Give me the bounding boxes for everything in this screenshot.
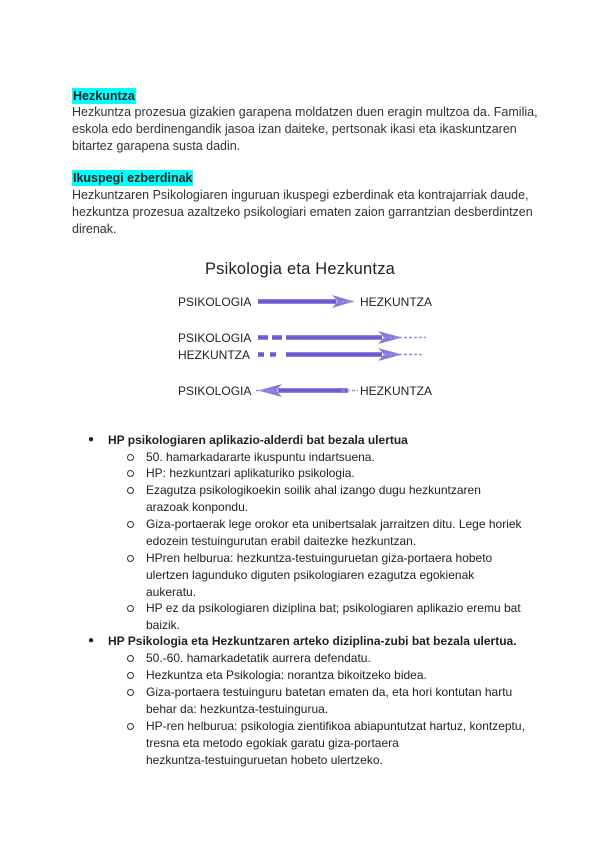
list-item: [146, 684, 546, 718]
list-item-line: ulertzen lagunduko diguten psikologiaren ezagutza egokienak: [146, 567, 475, 582]
list-item: [146, 449, 546, 466]
paragraph-line: Hezkuntzaren Psikologiaren inguruan ikuspegi ezberdinak eta kontrajarriak daude,: [72, 188, 529, 202]
list-group-title: HP Psikologia eta Hezkuntzaren arteko diziplina-zubi bat bezala ulertua.: [108, 634, 517, 648]
list-item-line: HP-ren helburua: psikologia zientifikoa abiapuntutzat hartuz, kontzeptu,: [146, 719, 525, 733]
arrow-psikologia-to-hezkuntza: [258, 295, 356, 308]
circle-bullet-icon: [127, 600, 139, 617]
list-item-line: behar da: hezkuntza-testuingurua.: [146, 701, 329, 716]
circle-bullet-icon: [127, 482, 139, 499]
list-item-line: HP: hezkuntzari aplikaturiko psikologia.: [146, 466, 355, 480]
list-item-line: Giza-portaera testuinguru batetan ematen da, eta hori kontutan hartu: [146, 685, 513, 699]
arrow-hezkuntza-to-psikologia: [256, 384, 358, 397]
heading-hezkuntza: Hezkuntza: [73, 89, 135, 103]
paragraph-ikuspegi: [72, 187, 542, 237]
list-item-line: Giza-portaerak lege orokor eta unibertsalak jarraitzen ditu. Lege horiek: [146, 517, 522, 531]
paragraph-line: eskola edo berdinengandik jasoa izan daiteke, pertsonak ikasi eta ikaskuntzaren: [72, 121, 517, 136]
list-item: [146, 667, 546, 684]
arrow-row2-top: [258, 331, 426, 344]
list-item-line: HP ez da psikologiaren diziplina bat; psikologiaren aplikazio eremu bat: [146, 601, 521, 615]
circle-bullet-icon: [127, 550, 139, 567]
list-item-line: tresna eta metodo egokiak garatu giza-portaera: [146, 735, 399, 750]
circle-bullet-icon: [127, 684, 139, 701]
diagram-title: Psikologia eta Hezkuntza: [204, 260, 396, 278]
diagram-arrows: [0, 255, 600, 405]
heading-ikuspegi-ezberdinak: Ikuspegi ezberdinak: [73, 171, 193, 185]
paragraph-line: Hezkuntza prozesua gizakien garapena moldatzen duen eragin multzoa da. Familia,: [72, 105, 538, 119]
list-item: [146, 465, 546, 482]
list-item-line: 50.-60. hamarkadetatik aurrera defendatu.: [146, 651, 371, 665]
list-item-line: Ezagutza psikologikoekin soilik ahal izango dugu hezkuntzaren: [146, 483, 481, 497]
circle-bullet-icon: [127, 516, 139, 533]
row3-left-label: PSIKOLOGIA: [178, 384, 252, 398]
circle-bullet-icon: [127, 718, 139, 735]
circle-bullet-icon: [127, 650, 139, 667]
list-item: [146, 482, 546, 516]
list-item-line: Hezkuntza eta Psikologia: norantza bikoitzeko bidea.: [146, 668, 427, 682]
bullet-icon: ●: [88, 434, 95, 445]
paragraph-line: direnak.: [72, 221, 117, 236]
circle-bullet-icon: [127, 449, 139, 466]
row1-right-label: HEZKUNTZA: [360, 295, 432, 309]
paragraph-line: bitartez garapena susta dadin.: [72, 138, 241, 153]
list-item-line: arazoak konpondu.: [146, 499, 249, 514]
arrow-row2-bottom: [258, 348, 424, 361]
list-item-line: baizik.: [146, 617, 181, 632]
paragraph-hezkuntza: [72, 104, 542, 154]
list-item-line: hezkuntza-testuinguruetan hobeto ulertzeko.: [146, 752, 383, 767]
list-item: [146, 718, 546, 768]
list-item: [146, 650, 546, 667]
list-item-line: 50. hamarkadararte ikuspuntu indartsuena.: [146, 450, 375, 464]
list-item-line: edozein testuingurutan erabil daitezke hezkuntzan.: [146, 533, 417, 548]
list-item: [146, 550, 546, 600]
row2-top-label: PSIKOLOGIA: [178, 331, 252, 345]
paragraph-line: hezkuntza prozesua azaltzeko psikologiari ematen zaion garrantzian desberdintzen: [72, 204, 533, 219]
row1-left-label: PSIKOLOGIA: [178, 295, 252, 309]
row3-right-label: HEZKUNTZA: [360, 384, 432, 398]
psychology-education-diagram: [0, 255, 600, 405]
list-item: [146, 516, 546, 550]
list-group-title: HP psikologiaren aplikazio-alderdi bat bezala ulertua: [108, 433, 408, 447]
circle-bullet-icon: [127, 465, 139, 482]
row2-bottom-label: HEZKUNTZA: [178, 348, 250, 362]
circle-bullet-icon: [127, 667, 139, 684]
list-item: [146, 600, 546, 634]
list-item-line: aukeratu.: [146, 584, 197, 599]
bullet-icon: ●: [88, 635, 95, 646]
list-item-line: HPren helburua: hezkuntza-testuinguruetan giza-portaera hobeto: [146, 551, 493, 565]
